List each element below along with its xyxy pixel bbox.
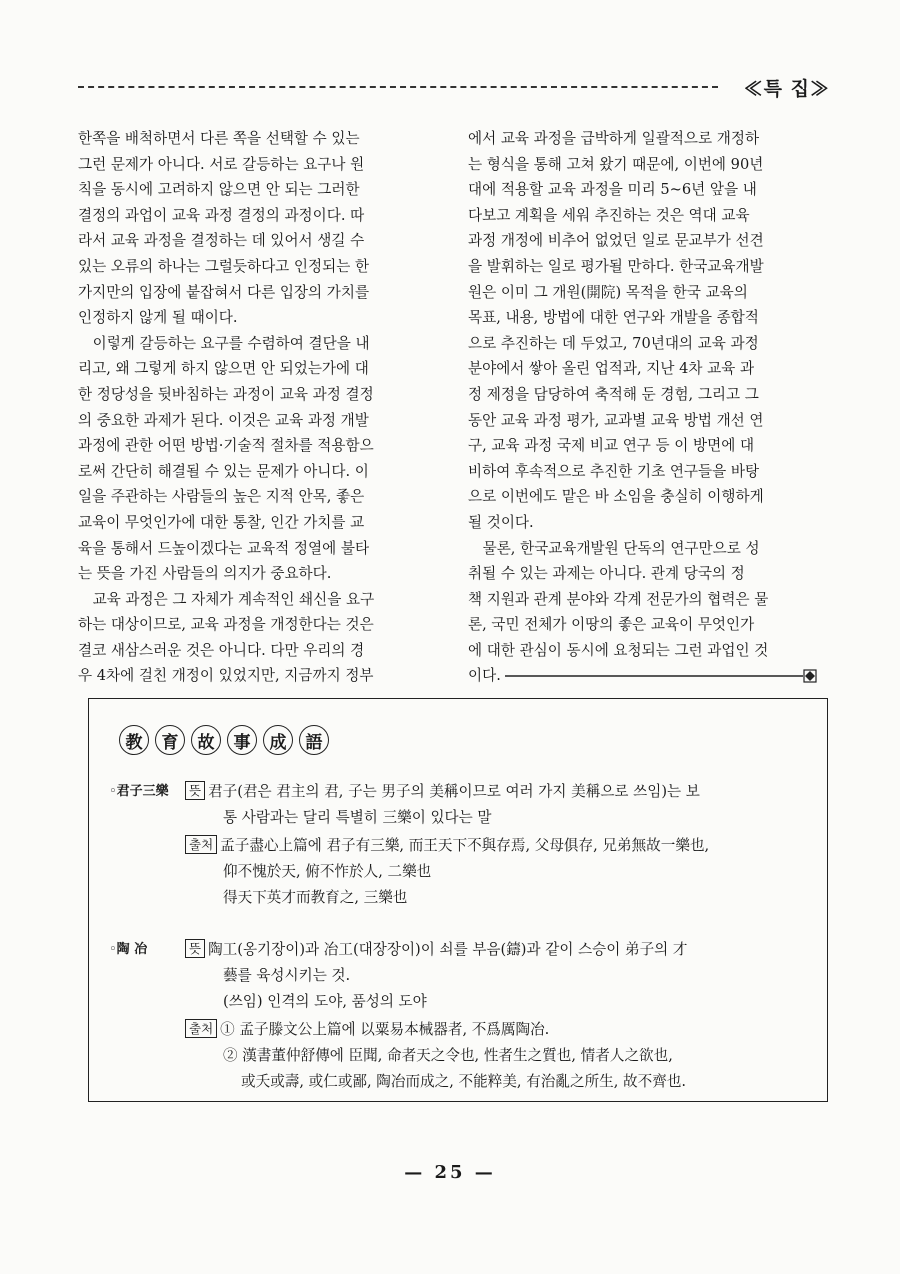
meaning-line: 陶工(옹기장이)과 冶工(대장장이)이 쇠를 부음(鑄)과 같이 스승이 弟子의 才	[208, 941, 688, 958]
source-line: 孟子盡心上篇에 君子有三樂, 而王天下不與存焉, 父母俱存, 兄弟無故一樂也,	[220, 837, 710, 854]
title-char-circle: 語	[299, 725, 329, 755]
source-line: 仰不愧於天, 俯不怍於人, 二樂也	[223, 863, 432, 880]
text-line: 그런 문제가 아니다. 서로 갈등하는 요구나 원	[78, 155, 365, 173]
text-line: 교육 과정은 그 자체가 계속적인 쇄신을 요구	[78, 590, 375, 608]
text-line: 는 뜻을 가진 사람들의 의지가 중요하다.	[78, 565, 332, 583]
meaning-line: (쓰임) 인격의 도야, 품성의 도야	[223, 993, 427, 1010]
text-line: 물론, 한국교육개발원 단독의 연구만으로 성	[468, 539, 760, 557]
text-line: 의 중요한 과제가 된다. 이것은 교육 과정 개발	[78, 411, 369, 429]
left-column	[78, 126, 446, 689]
title-char-circle: 教	[119, 725, 149, 755]
text-line: 일을 주관하는 사람들의 높은 지적 안목, 좋은	[78, 488, 365, 506]
text-line: 동안 교육 과정 평가, 교과별 교육 방법 개선 연	[468, 411, 764, 429]
page-number: — 25 —	[404, 1162, 496, 1183]
right-column	[468, 126, 836, 689]
meaning-tag: 뜻	[185, 939, 205, 958]
text-line: 가지만의 입장에 붙잡혀서 다른 입장의 가치를	[78, 283, 370, 301]
text-line: 될 것이다.	[468, 513, 534, 531]
text-line: 로써 간단히 해결될 수 있는 문제가 아니다. 이	[78, 462, 369, 480]
text-line: 정 제정을 담당하여 축적해 둔 경험, 그리고 그	[468, 385, 759, 403]
source-line: 得天下英才而教育之, 三樂也	[223, 889, 408, 906]
meaning-line: 君子(君은 君主의 君, 子는 男子의 美稱이므로 여러 가지 美稱으로 쓰임)는 보	[208, 783, 700, 800]
title-char-circle: 事	[227, 725, 257, 755]
source-line: 或夭或壽, 或仁或鄙, 陶冶而成之, 不能粹美, 有治亂之所生, 故不齊也.	[241, 1073, 687, 1090]
text-line: 교육이 무엇인가에 대한 통찰, 인간 가치를 교	[78, 513, 365, 531]
source-line: ① 孟子滕文公上篇에 以粟易本械器者, 不爲厲陶冶.	[220, 1021, 550, 1038]
idiom-term: ◦陶 冶	[109, 942, 148, 957]
source-line: ② 漢書董仲舒傳에 臣聞, 命者天之令也, 性者生之質也, 情者人之欲也,	[223, 1047, 673, 1064]
text-line: 취될 수 있는 과제는 아니다. 관계 당국의 정	[468, 565, 745, 583]
end-mark-icon	[501, 669, 821, 683]
text-line: 대에 적용할 교육 과정을 미리 5~6년 앞을 내	[468, 181, 757, 199]
text-line: 이렇게 갈등하는 요구를 수렴하여 결단을 내	[78, 334, 370, 352]
text-line: 으로 추진하는 데 두었고, 70년대의 교육 과정	[468, 334, 759, 352]
text-line: 는 형식을 통해 고쳐 왔기 때문에, 이번에 90년	[468, 155, 764, 173]
idiom-entry-gunja	[109, 779, 809, 909]
text-line: 우 4차에 걸친 개정이 있었지만, 지금까지 정부	[78, 667, 374, 685]
meaning-tag: 뜻	[185, 781, 205, 800]
text-line: 과정 개정에 비추어 없었던 일로 문교부가 선견	[468, 232, 764, 250]
text-line: 을 발휘하는 일로 평가될 만하다. 한국교육개발	[468, 257, 764, 275]
text-line: 결코 새삼스러운 것은 아니다. 다만 우리의 경	[78, 641, 365, 659]
text-line: 라서 교육 과정을 결정하는 데 있어서 생길 수	[78, 232, 365, 250]
text-line: 인정하지 않게 될 때이다.	[78, 309, 238, 327]
title-char-circle: 成	[263, 725, 293, 755]
title-char-circle: 育	[155, 725, 185, 755]
title-char-circle: 故	[191, 725, 221, 755]
source-tag: 출처	[185, 835, 217, 854]
text-line: 한쪽을 배척하면서 다른 쪽을 선택할 수 있는	[78, 130, 360, 147]
section-header	[78, 74, 830, 100]
meaning-line: 통 사람과는 달리 특별히 三樂이 있다는 말	[223, 809, 492, 826]
section-label: ≪특 집≫	[740, 74, 830, 101]
text-line-content: 이다.	[468, 667, 501, 685]
source-tag: 출처	[185, 1019, 217, 1038]
idiom-entry-doya	[109, 937, 809, 1097]
text-line: 육을 통해서 드높이겠다는 교육적 정열에 불타	[78, 539, 370, 557]
text-line: 하는 대상이므로, 교육 과정을 개정한다는 것은	[78, 616, 374, 634]
text-line: 구, 교육 과정 국제 비교 연구 등 이 방면에 대	[468, 437, 755, 455]
text-line: 론, 국민 전체가 이땅의 좋은 교육이 무엇인가	[468, 616, 755, 634]
text-line: 있는 오류의 하나는 그럴듯하다고 인정되는 한	[78, 257, 370, 275]
header-dashed-rule	[78, 86, 718, 88]
meaning-line: 藝를 육성시키는 것.	[223, 967, 351, 984]
idiom-term: ◦君子三樂	[109, 784, 169, 799]
text-line: 책 지원과 관계 분야와 각계 전문가의 협력은 물	[468, 590, 769, 608]
text-line: 에 대한 관심이 동시에 요청되는 그런 과업인 것	[468, 641, 769, 659]
text-line: 과정에 관한 어떤 방법·기술적 절차를 적용함으	[78, 437, 374, 455]
text-line: 분야에서 쌓아 올린 업적과, 지난 4차 교육 과	[468, 360, 755, 378]
text-line: 에서 교육 과정을 급박하게 일괄적으로 개정하	[468, 130, 760, 147]
text-line: 칙을 동시에 고려하지 않으면 안 되는 그러한	[78, 181, 360, 199]
text-line: 비하여 후속적으로 추진한 기초 연구들을 바탕	[468, 462, 760, 480]
text-line: 목표, 내용, 방법에 대한 연구와 개발을 종합적	[468, 309, 759, 327]
text-line: 다보고 계획을 세워 추진하는 것은 역대 교육	[468, 206, 750, 224]
idiom-box	[88, 698, 828, 1102]
text-line: 원은 이미 그 개원(開院) 목적을 한국 교육의	[468, 283, 748, 301]
text-line: 결정의 과업이 교육 과정 결정의 과정이다. 따	[78, 206, 365, 224]
text-line: 한 정당성을 뒷바침하는 과정이 교육 과정 결정	[78, 385, 374, 403]
text-line: 리고, 왜 그렇게 하지 않으면 안 되었는가에 대	[78, 360, 369, 378]
text-line: 으로 이번에도 맡은 바 소임을 충실히 이행하게	[468, 488, 764, 506]
text-line	[468, 663, 836, 689]
box-title	[119, 725, 329, 755]
